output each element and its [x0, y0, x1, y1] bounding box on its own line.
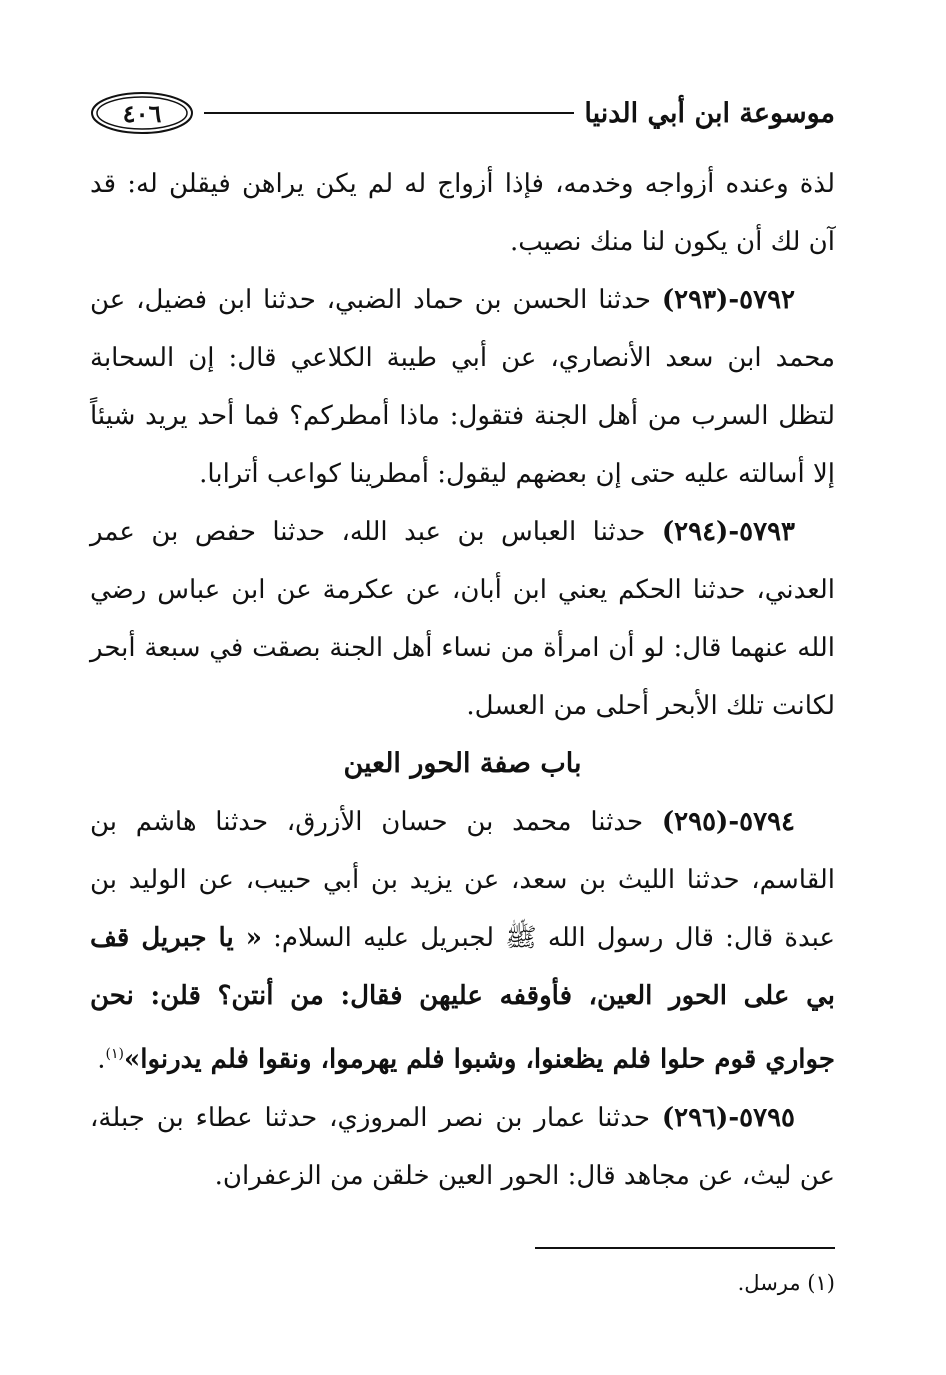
hadith-text: حدثنا عمار بن نصر المروزي، حدثنا عطاء بن جبلة، عن ليث، عن مجاهد قال: الحور العين خلقن من الزعفران. — [90, 1102, 835, 1191]
footnote-ref: (١) — [105, 1046, 124, 1062]
hadith-text: حدثنا العباس بن عبد الله، حدثنا حفص بن عمر العدني، حدثنا الحكم يعني ابن أبان، عن عكرمة عن ابن عباس رضي الله عنهما قال: لو أن امرأة من نساء أهل الجنة بصقت في سبعة أبحر لكانت تلك الأبحر أحلى من العسل. — [90, 517, 835, 721]
book-page — [90, 85, 835, 1325]
page-header — [90, 85, 835, 141]
hadith-number: ٥٧٩٢-(٢٩٣) — [661, 285, 795, 315]
page-number-badge — [90, 91, 194, 135]
header-rule — [204, 112, 574, 114]
hadith-5793 — [90, 503, 835, 735]
hadith-text: حدثنا محمد بن حسان الأزرق، حدثنا هاشم بن القاسم، حدثنا الليث بن سعد، عن يزيد بن أبي حبيب، عن الوليد بن عبدة قال: قال رسول الله ﷺ لجبريل عليه السلام: — [90, 807, 835, 953]
page-number: ٤٠٦ — [122, 98, 162, 128]
hadith-5795 — [90, 1089, 835, 1205]
hadith-number: ٥٧٩٣-(٢٩٤) — [661, 517, 795, 547]
section-heading: باب صفة الحور العين — [343, 748, 582, 779]
footnote: (١) مرسل. — [737, 1271, 835, 1295]
hadith-5792 — [90, 271, 835, 503]
hadith-quote: « يا جبريل قف بي على الحور العين، فأوقفه عليهن فقال: من أنتن؟ قلن: نحن جواري قوم حلوا فلم يظعنوا، وشبوا فلم يهرموا، ونقوا فلم يدرنوا» — [90, 923, 835, 1075]
page-body — [90, 155, 835, 1205]
paragraph-text: لذة وعنده أزواجه وخدمه، فإذا أزواج له لم يكن يراهن فيقلن له: قد آن لك أن يكون لنا منك نصيب. — [90, 169, 835, 257]
footnote-separator — [535, 1247, 835, 1249]
hadith-5794 — [90, 793, 835, 1089]
hadith-text: حدثنا الحسن بن حماد الضبي، حدثنا ابن فضيل، عن محمد ابن سعد الأنصاري، عن أبي طيبة الكلاعي قال: إن السحابة لتظل السرب من أهل الجنة فتقول: ماذا أمطركم؟ فما أحد يريد شيئاً إلا أسالته عليه حتى إن بعضهم ليقول: أمطرينا كواعب أترابا. — [90, 285, 835, 489]
hadith-number: ٥٧٩٥-(٢٩٦) — [661, 1102, 795, 1133]
hadith-number: ٥٧٩٤-(٢٩٥) — [661, 807, 795, 837]
book-title: موسوعة ابن أبي الدنيا — [584, 97, 835, 129]
hadith-end: . — [97, 1044, 106, 1075]
paragraph-continuation — [90, 155, 835, 271]
